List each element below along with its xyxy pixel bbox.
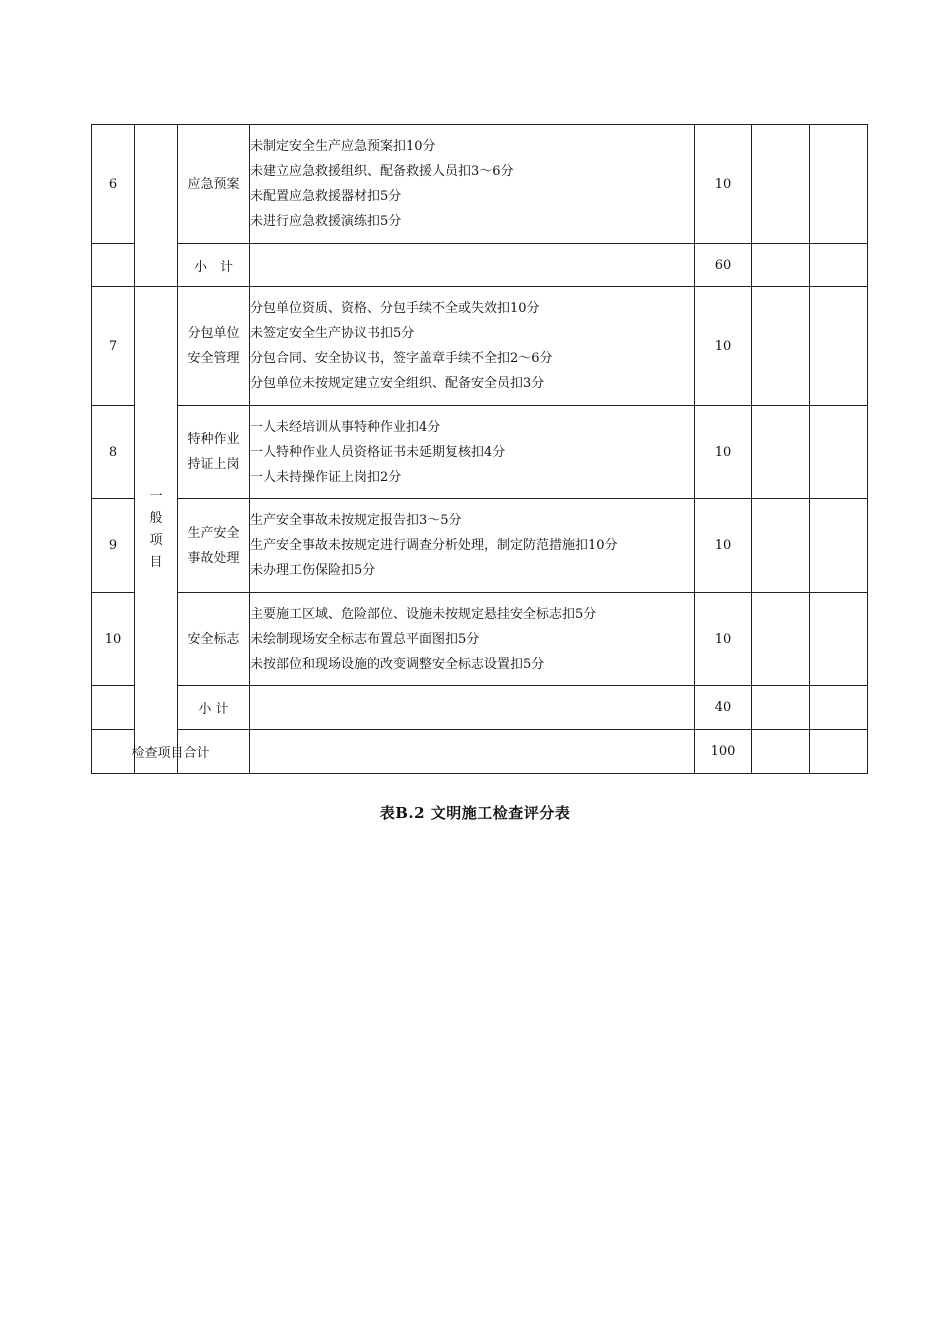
max-score: 10 (695, 593, 752, 686)
subtotal-row (92, 244, 868, 287)
table-row (92, 125, 868, 244)
inspection-score-table (91, 124, 868, 774)
deduction-standard-empty (250, 686, 695, 730)
row-number: 9 (92, 499, 135, 593)
table-caption: 表B.2 文明施工检查评分表 (379, 804, 571, 822)
max-score: 10 (695, 499, 752, 593)
row-number: 6 (92, 125, 135, 244)
item-name: 分包单位 安全管理 (178, 287, 250, 406)
group-cell-guarantee (135, 125, 178, 287)
subtotal-score: 40 (695, 686, 752, 730)
deduction-standard-empty (250, 244, 695, 287)
group-label-general: 一 般 项 目 (135, 287, 178, 774)
total-label: 检查项目合计 (92, 730, 250, 774)
table-row (92, 406, 868, 499)
item-name: 安全标志 (178, 593, 250, 686)
row-number-empty (92, 686, 135, 730)
item-name: 特种作业 持证上岗 (178, 406, 250, 499)
deducted-score-cell (752, 125, 810, 244)
row-number: 10 (92, 593, 135, 686)
subtotal-label: 小 计 (178, 244, 250, 287)
table-row (92, 499, 868, 593)
item-name: 生产安全 事故处理 (178, 499, 250, 593)
row-number: 8 (92, 406, 135, 499)
deduction-standard: 生产安全事故未按规定报告扣3～5分 生产安全事故未按规定进行调查分析处理，制定防范措施扣10分 未办理工伤保险扣5分 (250, 499, 695, 593)
deduction-standard-empty (250, 730, 695, 774)
actual-score-cell (810, 125, 868, 244)
item-name: 应急预案 (178, 125, 250, 244)
max-score: 10 (695, 287, 752, 406)
deduction-standard: 主要施工区域、危险部位、设施未按规定悬挂安全标志扣5分 未绘制现场安全标志布置总平面图扣5分 未按部位和现场设施的改变调整安全标志设置扣5分 (250, 593, 695, 686)
row-number: 7 (92, 287, 135, 406)
subtotal-score: 60 (695, 244, 752, 287)
total-row (92, 730, 868, 774)
deduction-standard: 分包单位资质、资格、分包手续不全或失效扣10分 未签定安全生产协议书扣5分 分包合同、安全协议书，签字盖章手续不全扣2～6分 分包单位未按规定建立安全组织、配备安全员扣3分 (250, 287, 695, 406)
max-score: 10 (695, 406, 752, 499)
total-score: 100 (695, 730, 752, 774)
subtotal-label: 小 计 (178, 686, 250, 730)
table-row (92, 287, 868, 406)
deduction-standard: 一人未经培训从事特种作业扣4分 一人特种作业人员资格证书未延期复核扣4分 一人未持操作证上岗扣2分 (250, 406, 695, 499)
subtotal-row (92, 686, 868, 730)
deduction-standard: 未制定安全生产应急预案扣10分 未建立应急救援组织、配备救援人员扣3～6分 未配置应急救援器材扣5分 未进行应急救援演练扣5分 (250, 125, 695, 244)
row-number-empty (92, 244, 135, 287)
table-row (92, 593, 868, 686)
max-score: 10 (695, 125, 752, 244)
